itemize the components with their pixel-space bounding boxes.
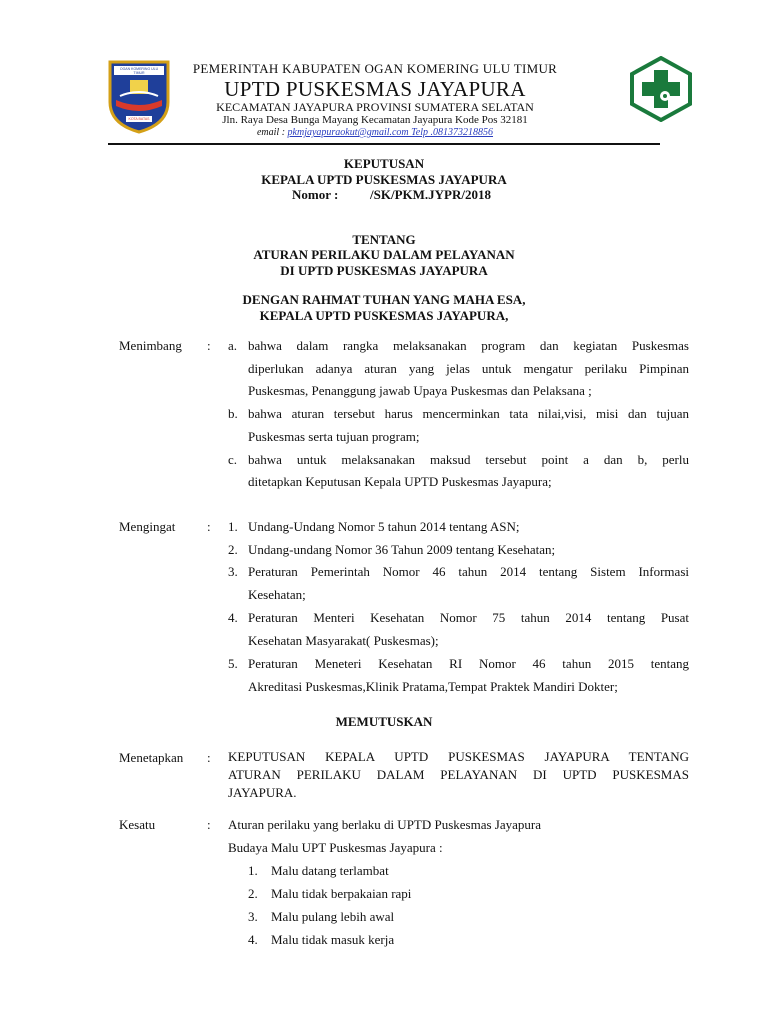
- memutuskan-heading: MEMUTUSKAN: [335, 714, 433, 729]
- list-marker: c.: [228, 452, 238, 467]
- menetapkan-line: JAYAPURA.: [228, 785, 297, 800]
- list-item-line: Peraturan Menteri Kesehatan Nomor 75 tahun 2014 tentang Pusat: [248, 610, 689, 625]
- decree-number-label: Nomor :: [292, 187, 339, 202]
- contact-line: [140, 127, 610, 138]
- section-label: Kesatu: [119, 817, 156, 832]
- list-marker: 3.: [248, 909, 258, 924]
- list-item-line: Peraturan Pemerintah Nomor 46 tahun 2014 tentang Sistem Informasi: [248, 564, 689, 579]
- list-item: Malu datang terlambat: [271, 863, 389, 878]
- list-marker: a.: [228, 338, 238, 353]
- government-header: PEMERINTAH KABUPATEN OGAN KOMERING ULU TIMUR: [192, 61, 558, 76]
- section-label: Menetapkan: [119, 750, 184, 765]
- institution-name: UPTD PUSKESMAS JAYAPURA: [224, 77, 526, 101]
- section-label: Mengingat: [119, 519, 176, 534]
- kesatu-line-1: Aturan perilaku yang berlaku di UPTD Puskesmas Jayapura: [228, 817, 542, 832]
- decree-number-value: /SK/PKM.JYPR/2018: [370, 187, 491, 202]
- section-colon: :: [207, 817, 211, 832]
- list-item-line: bahwa dalam rangka melaksanakan program dan kegiatan Puskesmas: [248, 338, 689, 353]
- emblem-text: OGAN KOMERING ULU TIMUR: [119, 67, 159, 75]
- list-item: Malu pulang lebih awal: [271, 909, 395, 924]
- puskesmas-logo: [628, 56, 694, 122]
- list-marker: 2.: [248, 886, 258, 901]
- greeting-line-2: KEPALA UPTD PUSKESMAS JAYAPURA,: [259, 308, 509, 323]
- list-marker: 3.: [228, 564, 238, 579]
- list-marker: 2.: [228, 542, 238, 557]
- list-item-line: Puskesmas serta tujuan program;: [248, 429, 420, 444]
- greeting-line-1: DENGAN RAHMAT TUHAN YANG MAHA ESA,: [242, 292, 526, 307]
- list-item-line: ditetapkan Keputusan Kepala UPTD Puskesmas Jayapura;: [248, 474, 552, 489]
- menetapkan-line: ATURAN PERILAKU DALAM PELAYANAN DI UPTD PUSKESMAS: [228, 767, 689, 782]
- subject-line-2: DI UPTD PUSKESMAS JAYAPURA: [280, 263, 488, 278]
- about-heading: TENTANG: [352, 232, 416, 247]
- section-colon: :: [207, 750, 211, 765]
- list-item-line: Akreditasi Puskesmas,Klinik Pratama,Tempat Praktek Mandiri Dokter;: [248, 679, 618, 694]
- section-colon: :: [207, 338, 211, 353]
- list-item-line: Kesehatan Masyarakat( Puskesmas);: [248, 633, 439, 648]
- list-item-line: Peraturan Meneteri Kesehatan RI Nomor 46 tahun 2015 tentang: [248, 656, 689, 671]
- list-item: Malu tidak berpakaian rapi: [271, 886, 412, 901]
- list-item-line: bahwa aturan tersebut harus mencerminkan tata nilai,visi, misi dan tujuan: [248, 406, 689, 421]
- list-item-line: Kesehatan;: [248, 587, 306, 602]
- list-item: Malu tidak masuk kerja: [271, 932, 395, 947]
- subject-line-1: ATURAN PERILAKU DALAM PELAYANAN: [253, 247, 515, 262]
- list-marker: 1.: [228, 519, 238, 534]
- list-marker: 4.: [248, 932, 258, 947]
- list-item-line: Undang-undang Nomor 36 Tahun 2009 tentang Kesehatan;: [248, 542, 556, 557]
- district-line: KECAMATAN JAYAPURA PROVINSI SUMATERA SELATAN: [216, 100, 534, 114]
- list-marker: 5.: [228, 656, 238, 671]
- email-link[interactable]: pkmjayapuraokut@gmail.com Telp .081373218856: [287, 127, 494, 138]
- list-item-line: Puskesmas, Penanggung jawab Upaya Puskesmas dan Pelaksana ;: [248, 383, 592, 398]
- section-label: Menimbang: [119, 338, 182, 353]
- email-label: email :: [256, 127, 288, 138]
- list-marker: 1.: [248, 863, 258, 878]
- address-line: Jln. Raya Desa Bunga Mayang Kecamatan Jayapura Kode Pos 32181: [222, 114, 528, 126]
- kesatu-line-2: Budaya Malu UPT Puskesmas Jayapura :: [228, 840, 443, 855]
- decree-title: KEPUTUSAN: [343, 156, 425, 171]
- decree-issuer: KEPALA UPTD PUSKESMAS JAYAPURA: [261, 172, 507, 187]
- list-marker: b.: [228, 406, 238, 421]
- list-item-line: bahwa untuk melaksanakan maksud tersebut point a dan b, perlu: [248, 452, 689, 467]
- menetapkan-line: KEPUTUSAN KEPALA UPTD PUSKESMAS JAYAPURA TENTANG: [228, 749, 689, 764]
- emblem-caption: KOTA BATAS: [128, 117, 150, 121]
- section-colon: :: [207, 519, 211, 534]
- list-item-line: Undang-Undang Nomor 5 tahun 2014 tentang ASN;: [248, 519, 520, 534]
- list-marker: 4.: [228, 610, 238, 625]
- list-item-line: diperlukan adanya aturan yang jelas untuk mengatur perilaku Pimpinan: [248, 361, 689, 376]
- header-divider: [108, 143, 660, 145]
